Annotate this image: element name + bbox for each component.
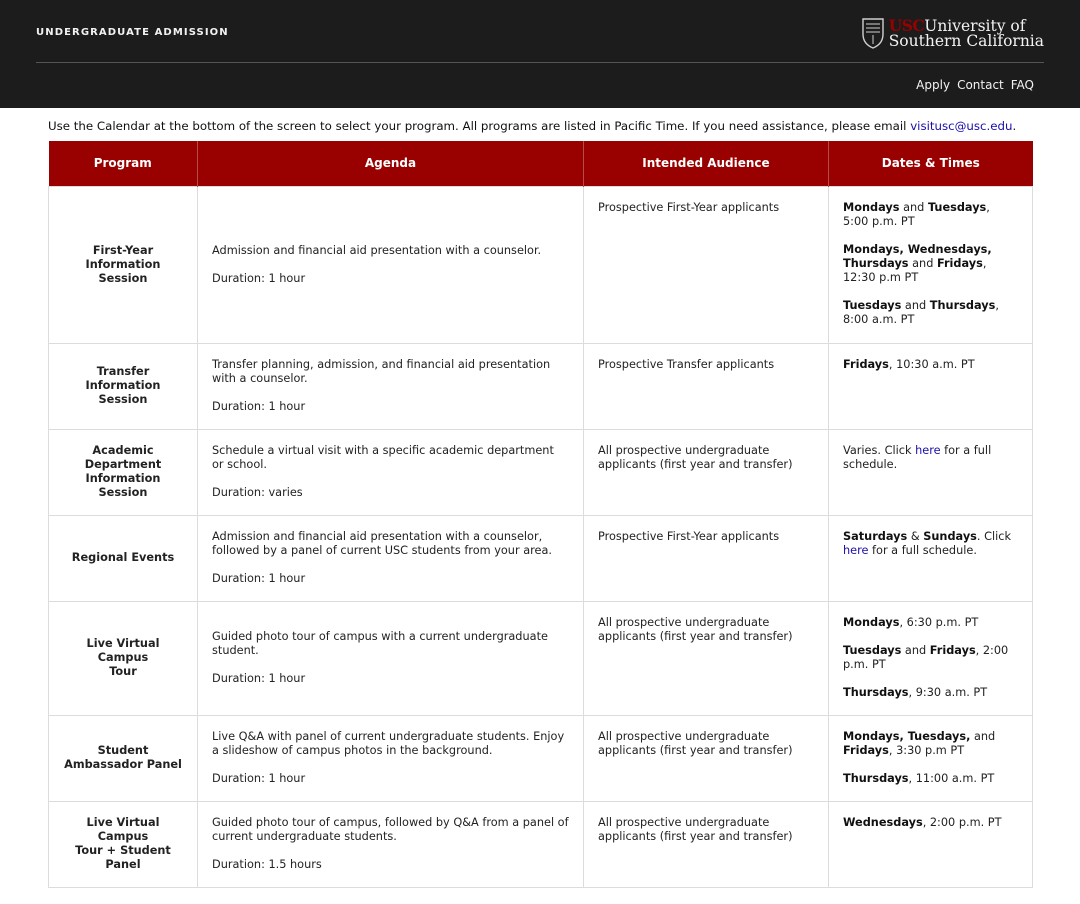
agenda-duration: Duration: 1 hour (212, 672, 306, 685)
nav-contact[interactable]: Contact (957, 78, 1004, 92)
schedule-day: Mondays, Tuesdays, (843, 729, 971, 743)
schedule-line: Fridays, 10:30 a.m. PT (843, 357, 975, 371)
header-agenda: Agenda (198, 141, 584, 186)
nav-faq[interactable]: FAQ (1010, 78, 1034, 92)
schedule-line: Thursdays, 11:00 a.m. PT (843, 771, 995, 785)
schedule-day: Tuesdays (843, 298, 902, 312)
schedule-line: Mondays, Tuesdays, and Fridays, 3:30 p.m PT (843, 729, 996, 757)
agenda-duration: Duration: 1 hour (212, 572, 306, 585)
header-program: Program (49, 141, 198, 186)
usc-logo[interactable] (860, 16, 1044, 50)
table-header-row (49, 141, 1033, 186)
schedule-day: Thursdays (929, 298, 996, 312)
agenda-duration: Duration: 1.5 hours (212, 858, 322, 871)
schedule-day: Fridays (929, 643, 976, 657)
program-agenda (198, 343, 584, 429)
program-name: Live Virtual Campus Tour (49, 601, 198, 715)
program-name: Transfer Information Session (49, 343, 198, 429)
intended-audience: All prospective undergraduate applicants (first year and transfer) (584, 601, 829, 715)
schedule-day: Mondays (843, 200, 900, 214)
table-row (49, 715, 1033, 801)
agenda-duration: Duration: 1 hour (212, 400, 306, 413)
agenda-description: Admission and financial aid presentation with a counselor, followed by a panel of current USC students from your area. (212, 530, 552, 557)
schedule-day: Mondays, Wednesdays, Thursdays (843, 242, 992, 270)
agenda-duration: Duration: varies (212, 486, 303, 499)
schedule-line: Thursdays, 9:30 a.m. PT (843, 685, 988, 699)
agenda-description: Guided photo tour of campus, followed by Q&A from a panel of current undergraduate students. (212, 816, 569, 843)
site-title[interactable]: UNDERGRADUATE ADMISSION (36, 27, 229, 38)
agenda-description: Live Q&A with panel of current undergraduate students. Enjoy a slideshow of campus photos in the background. (212, 730, 565, 757)
schedule-link[interactable]: here (915, 443, 941, 457)
schedule-day: Saturdays (843, 529, 908, 543)
top-bar (0, 0, 1080, 108)
program-name: Live Virtual Campus Tour + Student Panel (49, 801, 198, 887)
dates-times (829, 429, 1033, 515)
programs-table (48, 141, 1033, 888)
schedule-day: Mondays (843, 615, 900, 629)
table-row (49, 515, 1033, 601)
intended-audience: All prospective undergraduate applicants (first year and transfer) (584, 715, 829, 801)
program-name: First-Year Information Session (49, 186, 198, 343)
program-name: Student Ambassador Panel (49, 715, 198, 801)
table-row (49, 429, 1033, 515)
agenda-description: Guided photo tour of campus with a current undergraduate student. (212, 630, 548, 657)
usc-seal-icon (860, 16, 886, 50)
email-link[interactable]: visitusc@usc.edu (910, 119, 1013, 133)
program-agenda (198, 601, 584, 715)
intended-audience: Prospective First-Year applicants (584, 515, 829, 601)
schedule-day: Wednesdays (843, 815, 923, 829)
intro-text: Use the Calendar at the bottom of the screen to select your program. All programs are listed in Pacific Time. If you need assistance, please email visitusc@usc.edu. (48, 119, 1017, 133)
schedule-line: Tuesdays and Fridays, 2:00 p.m. PT (843, 643, 1009, 671)
schedule-line: Tuesdays and Thursdays, 8:00 a.m. PT (843, 298, 999, 326)
agenda-duration: Duration: 1 hour (212, 271, 306, 285)
intended-audience: All prospective undergraduate applicants (first year and transfer) (584, 801, 829, 887)
intended-audience: Prospective Transfer applicants (584, 343, 829, 429)
table-row (49, 186, 1033, 343)
header-divider (36, 62, 1044, 63)
agenda-description: Transfer planning, admission, and financial aid presentation with a counselor. (212, 358, 551, 385)
schedule-line: Varies. Click here for a full schedule. (843, 443, 992, 471)
dates-times (829, 343, 1033, 429)
table-row (49, 801, 1033, 887)
schedule-line: Mondays, 6:30 p.m. PT (843, 615, 979, 629)
schedule-day: Tuesdays (843, 643, 902, 657)
header-dates: Dates & Times (829, 141, 1033, 186)
schedule-line: Wednesdays, 2:00 p.m. PT (843, 815, 1002, 829)
agenda-duration: Duration: 1 hour (212, 772, 306, 785)
dates-times (829, 715, 1033, 801)
program-agenda (198, 186, 584, 343)
table-row (49, 343, 1033, 429)
intended-audience: Prospective First-Year applicants (584, 186, 829, 343)
top-nav (909, 78, 1034, 92)
intended-audience: All prospective undergraduate applicants (first year and transfer) (584, 429, 829, 515)
schedule-day: Tuesdays (927, 200, 987, 214)
table-row (49, 601, 1033, 715)
schedule-line: Mondays, Wednesdays, Thursdays and Fridays, 12:30 p.m PT (843, 242, 992, 284)
schedule-line: Mondays and Tuesdays, 5:00 p.m. PT (843, 200, 990, 228)
program-agenda (198, 515, 584, 601)
dates-times (829, 515, 1033, 601)
program-name: Regional Events (49, 515, 198, 601)
schedule-day: Fridays (936, 256, 983, 270)
logo-wordmark: USCUniversity of Southern California (888, 15, 1044, 50)
agenda-description: Schedule a virtual visit with a specific academic department or school. (212, 444, 554, 471)
dates-times (829, 186, 1033, 343)
schedule-link[interactable]: here (843, 543, 869, 557)
program-agenda (198, 715, 584, 801)
schedule-day: Sundays (923, 529, 977, 543)
schedule-day: Fridays (843, 743, 889, 757)
agenda-description: Admission and financial aid presentation with a counselor. (212, 243, 542, 257)
schedule-day: Thursdays (843, 685, 909, 699)
program-agenda (198, 801, 584, 887)
schedule-line: Saturdays & Sundays. Click here for a full schedule. (843, 529, 1012, 557)
schedule-day: Fridays (843, 357, 889, 371)
schedule-day: Thursdays (843, 771, 909, 785)
program-name: Academic Department Information Session (49, 429, 198, 515)
program-agenda (198, 429, 584, 515)
dates-times (829, 801, 1033, 887)
nav-apply[interactable]: Apply (916, 78, 951, 92)
header-audience: Intended Audience (584, 141, 829, 186)
dates-times (829, 601, 1033, 715)
